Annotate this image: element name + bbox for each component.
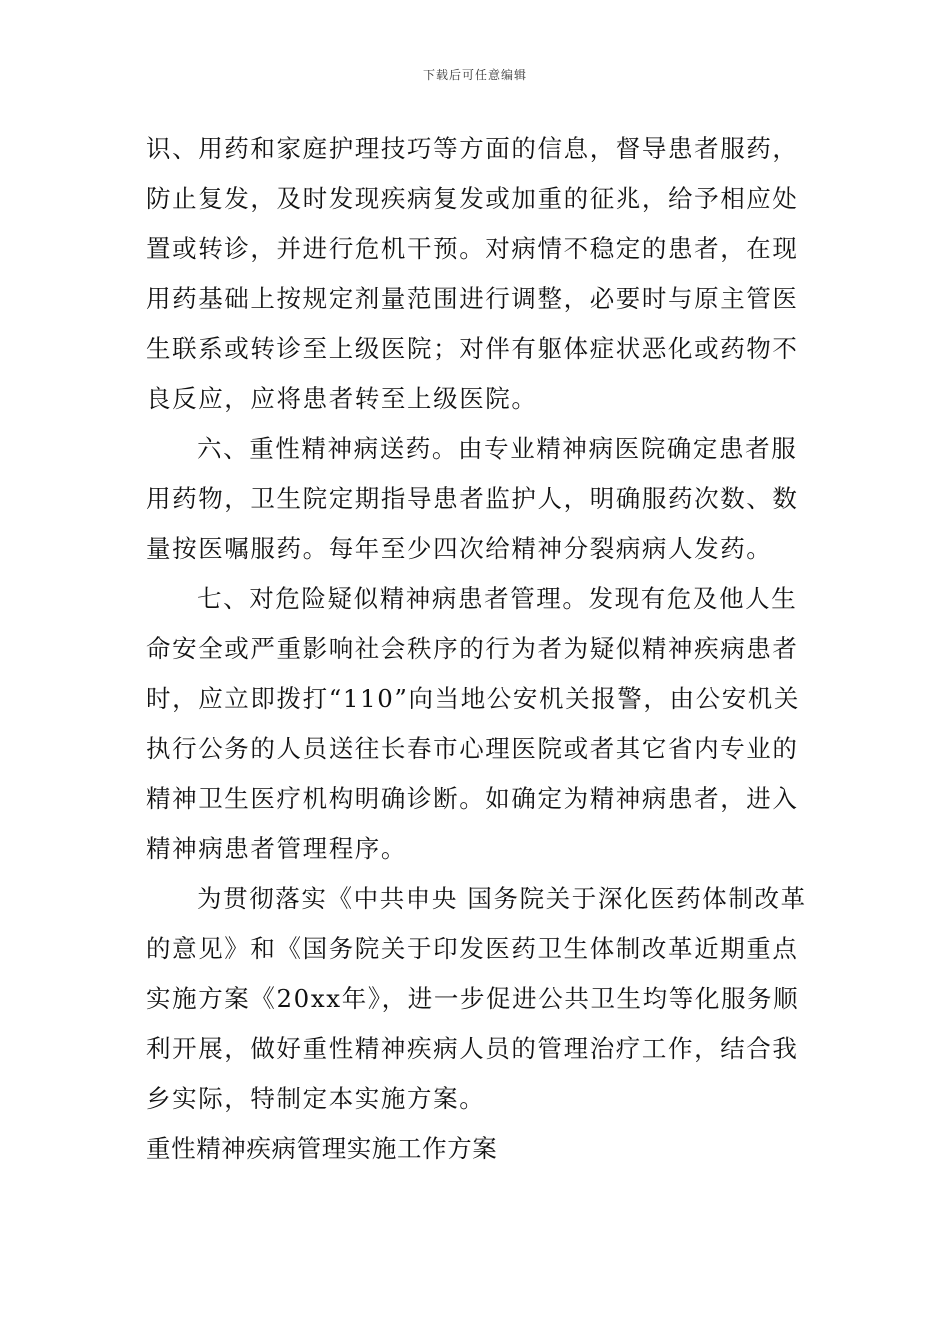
text-line: 乡实际，特制定本实施方案。 [146,1084,486,1113]
text-line: 精神卫生医疗机构明确诊断。如确定为精神病患者，进入 [146,784,799,813]
text-line: 精神病患者管理程序。 [146,834,407,863]
text-line: 量按医嘱服药。每年至少四次给精神分裂病病人发药。 [146,534,773,563]
text-line: 实施方案《20xx年》，进一步促进公共卫生均等化服务顺 [146,984,800,1013]
text-line: 的意见》和《国务院关于印发医药卫生体制改革近期重点 [146,934,799,963]
text-line: 防止复发，及时发现疾病复发或加重的征兆，给予相应处 [146,184,799,213]
section-title: 重性精神疾病管理实施工作方案 [146,1134,498,1163]
document-body [146,124,810,1174]
text-line: 七、对危险疑似精神病患者管理。发现有危及他人生 [197,584,798,613]
text-line: 识、用药和家庭护理技巧等方面的信息，督导患者服药， [146,134,799,163]
text-line: 用药物，卫生院定期指导患者监护人，明确服药次数、数 [146,484,799,513]
text-line: 利开展，做好重性精神疾病人员的管理治疗工作，结合我 [146,1034,799,1063]
text-line: 用药基础上按规定剂量范围进行调整，必要时与原主管医 [146,284,799,313]
text-line: 六、重性精神病送药。由专业精神病医院确定患者服 [197,434,798,463]
text-line: 生联系或转诊至上级医院；对伴有躯体症状恶化或药物不 [146,334,799,363]
text-line: 命安全或严重影响社会秩序的行为者为疑似精神疾病患者 [146,634,799,663]
text-line: 良反应，应将患者转至上级医院。 [146,384,538,413]
text-line: 执行公务的人员送往长春市心理医院或者其它省内专业的 [146,734,799,763]
text-line: 为贯彻落实《中共申央 国务院关于深化医药体制改革 [197,884,807,913]
text-line: 置或转诊，并进行危机干预。对病情不稳定的患者，在现 [146,234,799,263]
text-line: 时，应立即拨打“110”向当地公安机关报警，由公安机关 [146,684,801,713]
page-header: 下载后可任意编辑 [422,68,527,82]
